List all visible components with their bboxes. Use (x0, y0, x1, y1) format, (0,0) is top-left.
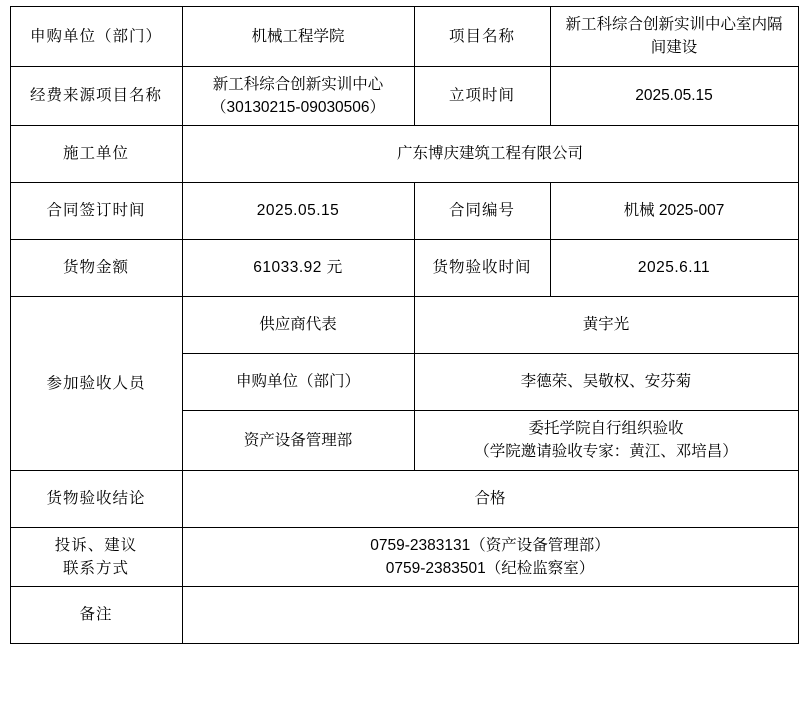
contract-sign-time-value: 2025.05.15 (182, 183, 414, 240)
table-row (10, 183, 798, 240)
table-row (10, 240, 798, 297)
construction-unit-value: 广东博庆建筑工程有限公司 (182, 126, 798, 183)
complaint-value-line1: 0759-2383131（资产设备管理部） (370, 536, 610, 554)
remark-label: 备注 (10, 587, 182, 644)
table-row (10, 470, 798, 527)
purchasing-unit-label: 申购单位（部门） (10, 7, 182, 67)
purchasing-dept-value: 李德荣、吴敬权、安芬菊 (414, 354, 798, 411)
acceptance-time-value: 2025.6.11 (550, 240, 798, 297)
complaint-label (10, 527, 182, 587)
table-row (10, 126, 798, 183)
purchasing-unit-value: 机械工程学院 (182, 7, 414, 67)
table-row (10, 66, 798, 126)
purchasing-dept-label: 申购单位（部门） (182, 354, 414, 411)
contract-no-value: 机械 2025-007 (550, 183, 798, 240)
table-row (10, 7, 798, 67)
table-row (10, 527, 798, 587)
complaint-value-line2: 0759-2383501（纪检监察室） (385, 559, 595, 577)
complaint-value (182, 527, 798, 587)
funding-source-value: 新工科综合创新实训中心（30130215-09030506） (182, 66, 414, 126)
table-row (10, 297, 798, 354)
acceptance-time-label: 货物验收时间 (414, 240, 550, 297)
funding-source-label: 经费来源项目名称 (10, 66, 182, 126)
contract-sign-time-label: 合同签订时间 (10, 183, 182, 240)
project-name-label: 项目名称 (414, 7, 550, 67)
contract-no-label: 合同编号 (414, 183, 550, 240)
complaint-label-line1: 投诉、建议 (54, 536, 138, 554)
construction-unit-label: 施工单位 (10, 126, 182, 183)
asset-dept-value-line1: 委托学院自行组织验收 (528, 420, 684, 437)
conclusion-label: 货物验收结论 (10, 470, 182, 527)
supplier-rep-value: 黄宇光 (414, 297, 798, 354)
supplier-rep-label: 供应商代表 (182, 297, 414, 354)
asset-dept-label: 资产设备管理部 (182, 411, 414, 471)
complaint-label-line2: 联系方式 (62, 559, 129, 577)
approval-time-value: 2025.05.15 (550, 66, 798, 126)
goods-amount-value: 61033.92 元 (182, 240, 414, 297)
remark-value (182, 587, 798, 644)
acceptance-form-table (10, 6, 799, 644)
asset-dept-value (414, 411, 798, 471)
goods-amount-label: 货物金额 (10, 240, 182, 297)
conclusion-value: 合格 (182, 470, 798, 527)
project-name-value: 新工科综合创新实训中心室内隔间建设 (550, 7, 798, 67)
table-row (10, 587, 798, 644)
approval-time-label: 立项时间 (414, 66, 550, 126)
asset-dept-value-line2: （学院邀请验收专家：黄江、邓培昌） (474, 443, 738, 461)
participants-label: 参加验收人员 (10, 297, 182, 471)
